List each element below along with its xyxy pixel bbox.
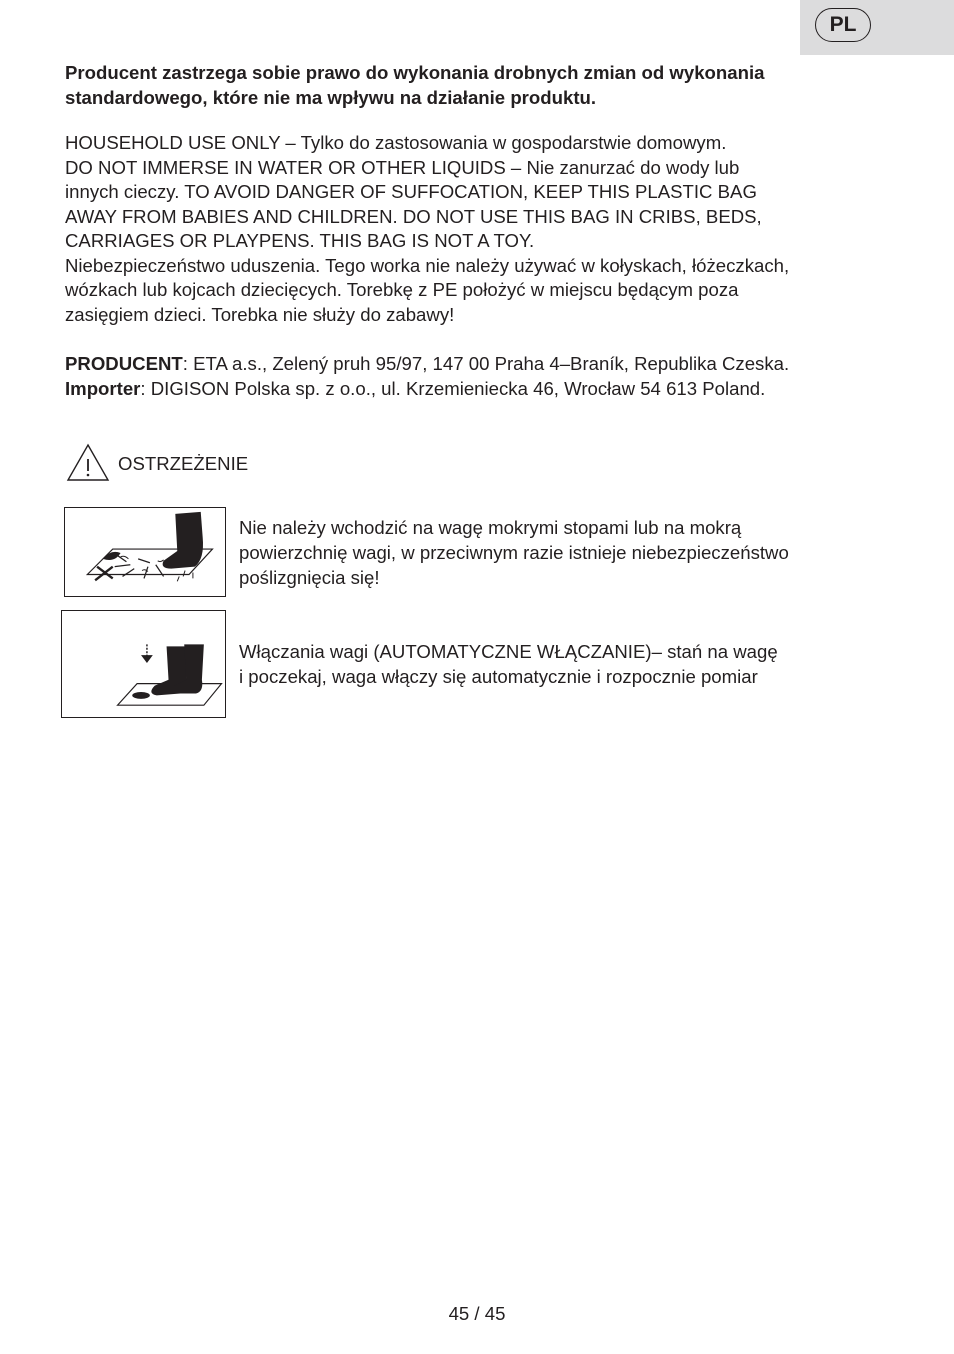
- producer-address: : ETA a.s., Zelený pruh 95/97, 147 00 Praha 4–Braník, Republika Czeska.: [182, 353, 790, 374]
- safety-warnings: [65, 131, 895, 327]
- wet-feet-slip-icon: [65, 508, 225, 596]
- instruction-line: Włączania wagi (AUTOMATYCZNE WŁĄCZANIE)– stań na wagę: [239, 641, 778, 662]
- warning-line: AWAY FROM BABIES AND CHILDREN. DO NOT USE THIS BAG IN CRIBS, BEDS,: [65, 205, 762, 227]
- step-on-scale-icon: [62, 611, 225, 717]
- caution-label: OSTRZEŻENIE: [118, 453, 249, 474]
- importer-label: Importer: [65, 377, 141, 399]
- warning-line: wózkach lub kojcach dziecięcych. Torebkę z PE położyć w miejscu będącym poza: [65, 279, 739, 300]
- notice-line: standardowego, które nie ma wpływu na działanie produktu.: [65, 86, 597, 108]
- producer-label: PRODUCENT: [65, 353, 183, 374]
- wet-feet-slip-illustration: [64, 507, 226, 597]
- step-on-scale-illustration: [61, 610, 226, 718]
- language-tab: [800, 0, 954, 55]
- producer-notice: [65, 61, 885, 110]
- notice-line: Producent zastrzega sobie prawo do wykonania drobnych zmian od wykonania: [65, 62, 765, 83]
- instruction-line: poślizgnięcia się!: [239, 567, 380, 588]
- instruction-line: powierzchnię wagi, w przeciwnym razie istnieje niebezpieczeństwo: [239, 542, 789, 563]
- wet-feet-warning: [239, 515, 879, 590]
- language-badge: PL: [815, 8, 871, 42]
- warning-line: Niebezpieczeństwo uduszenia. Tego worka nie należy używać w kołyskach, łóżeczkach,: [65, 254, 790, 276]
- company-info: [65, 352, 895, 401]
- importer-address: : DIGISON Polska sp. z o.o., ul. Krzemieniecka 46, Wrocław 54 613 Poland.: [140, 377, 766, 399]
- producer-line: [65, 352, 895, 377]
- warning-line: HOUSEHOLD USE ONLY – Tylko do zastosowania w gospodarstwie domowym.: [65, 132, 727, 153]
- warning-triangle-icon: [66, 443, 110, 483]
- warning-line: CARRIAGES OR PLAYPENS. THIS BAG IS NOT A TOY.: [65, 230, 535, 251]
- warning-line: DO NOT IMMERSE IN WATER OR OTHER LIQUIDS – Nie zanurzać do wody lub: [65, 156, 740, 178]
- instruction-line: Nie należy wchodzić na wagę mokrymi stopami lub na mokrą: [239, 517, 742, 538]
- warning-line: zasięgiem dzieci. Torebka nie służy do zabawy!: [65, 303, 455, 325]
- warning-line: innych cieczy. TO AVOID DANGER OF SUFFOCATION, KEEP THIS PLASTIC BAG: [65, 181, 757, 202]
- auto-power-on-instruction: [239, 639, 879, 689]
- importer-line: [65, 377, 895, 402]
- page-number: 45 / 45: [448, 1303, 506, 1324]
- instruction-line: i poczekaj, waga włączy się automatycznie i rozpocznie pomiar: [239, 666, 758, 687]
